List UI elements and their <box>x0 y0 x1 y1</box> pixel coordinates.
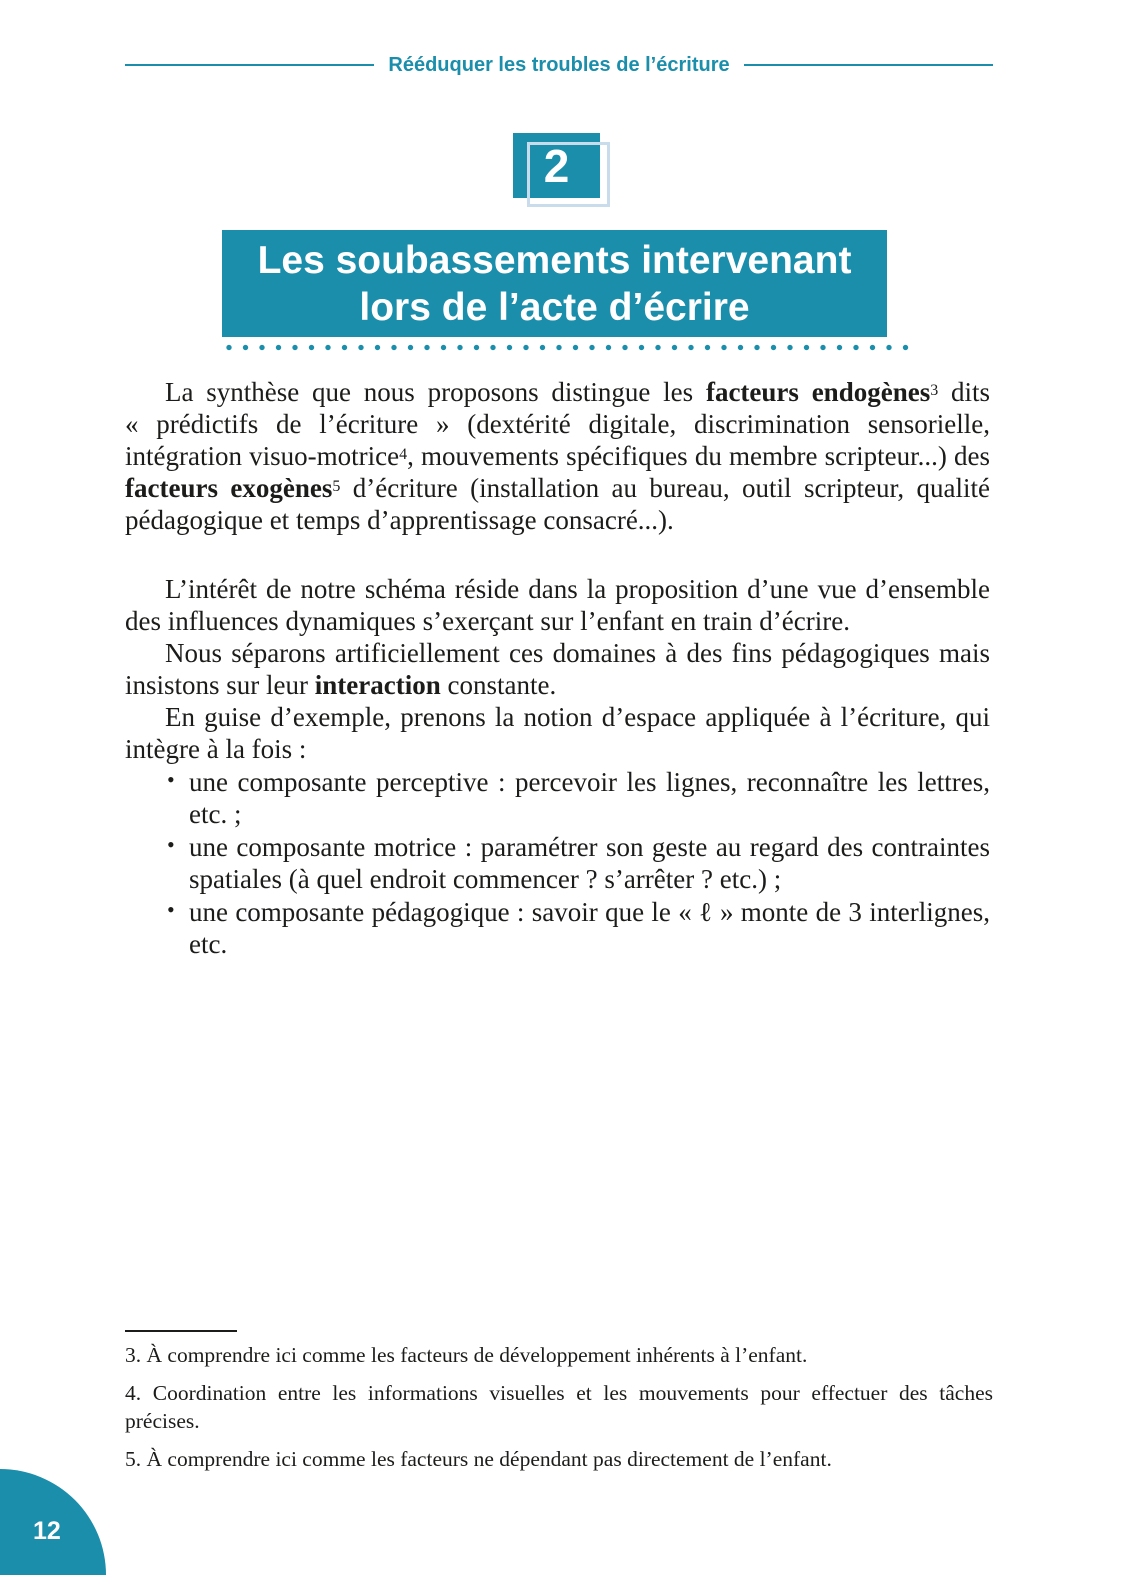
footnote-ref-5: 5 <box>332 478 341 495</box>
p3-bold-interaction: interaction <box>314 670 441 700</box>
footnote-number: 4. <box>125 1381 142 1405</box>
bullet-icon: • <box>167 897 175 922</box>
chapter-title-line2: lors de l’acte d’écrire <box>359 285 750 329</box>
chapter-number: 2 <box>543 139 570 192</box>
footnote-3 <box>125 1341 993 1369</box>
p3-text-1: Nous séparons artificiellement ces domaines à des fins pédagogiques mais insistons sur leur <box>125 638 990 700</box>
bullet-text-motrice: une composante motrice : paramétrer son geste au regard des contraintes spatiales (à quel endroit commencer ? s’arrêter ? etc.) ; <box>189 832 990 894</box>
bullet-text-pedagogique: une composante pédagogique : savoir que le « ℓ » monte de 3 interlignes, etc. <box>189 897 990 959</box>
chapter-number-badge <box>513 130 613 210</box>
footnotes <box>125 1330 993 1483</box>
chapter-title-banner <box>222 230 887 337</box>
p1-text-1: La synthèse que nous proposons distingue les <box>165 377 706 407</box>
paragraph-3 <box>125 637 990 701</box>
list-item <box>125 896 990 960</box>
bullet-icon: • <box>167 832 175 857</box>
footnote-text: À comprendre ici comme les facteurs ne dépendant pas directement de l’enfant. <box>146 1447 832 1471</box>
paragraph-2: L’intérêt de notre schéma réside dans la proposition d’une vue d’ensemble des influences dynamiques s’exerçant sur l’enfant en train d’écrire. <box>125 574 990 636</box>
footnote-5 <box>125 1445 993 1473</box>
footnote-ref-4: 4 <box>399 446 408 463</box>
dotted-divider <box>225 343 915 352</box>
page-number-badge <box>0 1469 106 1575</box>
p1-text-2: dits « prédictifs de l’écriture » (dextérité digitale, discrimination sensorielle, intégration visuo-motrice <box>125 377 990 471</box>
bullet-list <box>125 766 990 960</box>
p1-bold-exogenes: facteurs exogènes <box>125 473 333 503</box>
list-item <box>125 766 990 830</box>
paragraph-1 <box>125 376 990 536</box>
p3-text-2: constante. <box>440 670 557 700</box>
page-number: 12 <box>33 1517 61 1545</box>
footnote-number: 5. <box>125 1447 142 1471</box>
paragraph-4: En guise d’exemple, prenons la notion d’espace appliquée à l’écriture, qui intègre à la fois : <box>125 702 990 764</box>
footnote-4 <box>125 1379 993 1435</box>
footnote-number: 3. <box>125 1343 142 1367</box>
footnote-ref-3: 3 <box>930 382 939 399</box>
bullet-text-perceptive: une composante perceptive : percevoir les lignes, reconnaître les lettres, etc. ; <box>189 767 990 829</box>
p1-bold-endogenes: facteurs endogènes <box>705 377 931 407</box>
footnote-text: Coordination entre les informations visuelles et les mouvements pour effectuer des tâches précises. <box>125 1381 993 1433</box>
p1-text-3: , mouvements spécifiques du membre scripteur...) des <box>407 441 990 471</box>
body-text <box>125 376 990 960</box>
footnote-rule <box>125 1330 237 1332</box>
running-head-title: Rééduquer les troubles de l’écriture <box>388 53 730 76</box>
header-rule-right <box>744 64 993 66</box>
bullet-icon: • <box>167 767 175 792</box>
footnote-text: À comprendre ici comme les facteurs de développement inhérents à l’enfant. <box>146 1343 808 1367</box>
p1-text-4: d’écriture (installation au bureau, outil scripteur, qualité pédagogique et temps d’apprentissage consacré...). <box>125 473 991 535</box>
list-item <box>125 831 990 895</box>
running-head <box>125 50 993 80</box>
chapter-title-line1: Les soubassements intervenant <box>257 238 852 282</box>
header-rule-left <box>125 64 374 66</box>
